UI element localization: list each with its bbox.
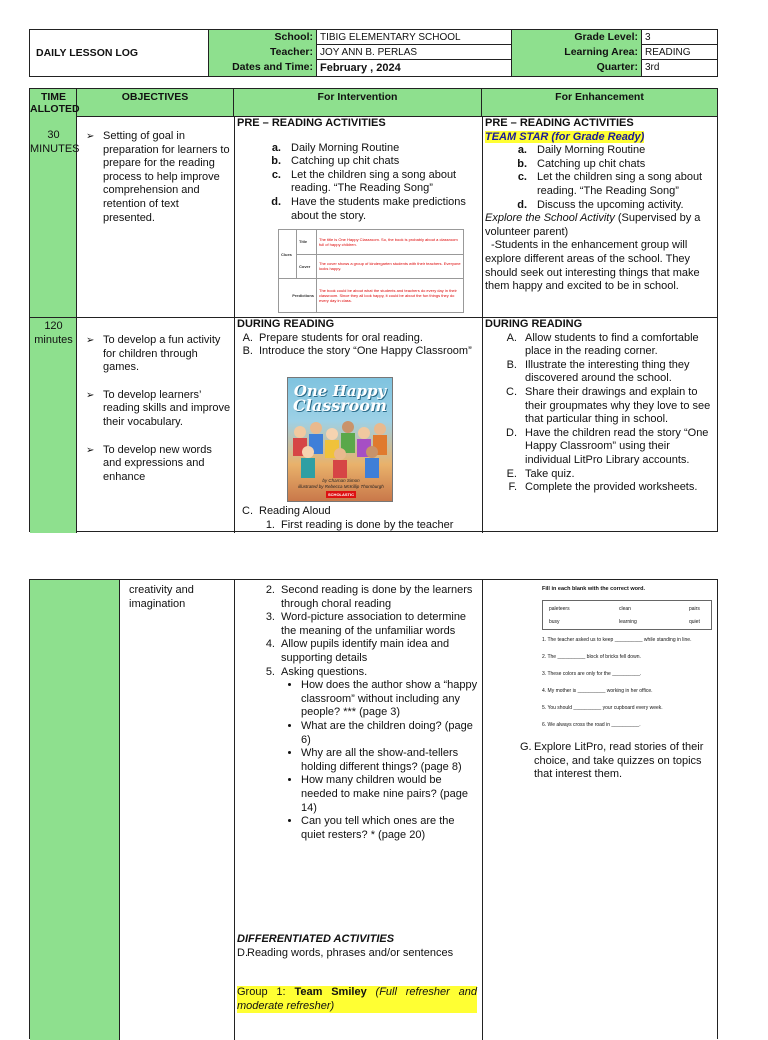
row2-enh-item: E. Take quiz.	[506, 467, 575, 480]
row1-enh-item: b. Catching up chit chats	[517, 157, 646, 170]
row2-enh-item: C. Share their drawings and explain to their groupmates why they love to see that particular thing in school.	[506, 385, 711, 426]
row1-enh-item: a. Daily Morning Routine	[517, 144, 646, 157]
row1-enh-item: c. Let the children sing a song about reading. “The Reading Song”	[517, 171, 703, 197]
question-item: • How does the author show a “happy classroom” without including any people? *** (page 3)	[301, 679, 480, 720]
dates-label: Dates and Time:	[232, 61, 313, 73]
reading-steps	[237, 584, 480, 842]
publisher-logo: SCHOLASTIC	[328, 492, 354, 497]
col-enhancement: For Enhancement	[555, 91, 644, 103]
children-illustration-icon	[288, 418, 393, 478]
worksheet-image	[542, 586, 712, 739]
row1-enh-item: d. Discuss the upcoming activity.	[517, 198, 684, 211]
row2-time-num: 120	[44, 320, 63, 332]
row1-intervention	[237, 117, 480, 223]
team-star-label: TEAM STAR (for Grade Ready)	[485, 130, 645, 143]
reading-step: 2. Second reading is done by the learners through choral reading	[265, 584, 473, 610]
row1-objective: ➢ Setting of goal in preparation for learners to prepare for the reading process to help improve comprehension and retention of text presented.	[83, 130, 231, 225]
worksheet-line: 1. The teacher asked us to keep __________ while standing in line.	[542, 637, 692, 643]
lesson-table-continued	[29, 579, 718, 1039]
header-table	[29, 29, 718, 77]
row2-objective: ➢ To develop new words and expressions and enhance	[83, 444, 231, 485]
row1-int-item: c. Let the children sing a song about reading. “The Reading Song”	[271, 168, 457, 195]
fig-cover-text: The cover shows a group of kindergarten students with their teachers. Everyone looks happy.	[317, 254, 464, 279]
row2-int-heading: DURING READING	[237, 318, 335, 330]
row1-int-item: a. Daily Morning Routine	[271, 141, 400, 154]
explore-text: -Students in the enhancement group will explore different areas of the school. They should seek out interesting things that make them happy and excited to be in school.	[485, 239, 700, 293]
dates-value: February , 2024	[320, 62, 401, 74]
school-value: TIBIG ELEMENTARY SCHOOL	[317, 30, 511, 45]
objective-continued: creativity and imagination	[129, 584, 194, 610]
row1-time-unit: MINUTES	[30, 142, 80, 155]
log-title: DAILY LESSON LOG	[36, 47, 139, 59]
lesson-table	[29, 88, 718, 532]
fig-title-text: The title is One Happy Classroom. So, the book is probably about a classroom full of happy children.	[317, 230, 464, 255]
worksheet-line: 6. We always cross the road in __________.	[542, 722, 641, 728]
question-item: • Can you tell which ones are the quiet resters? * (page 20)	[301, 815, 480, 842]
worksheet-line: 2. The __________ block of bricks fell down.	[542, 654, 641, 660]
worksheet-heading: Fill in each blank with the correct word.	[542, 586, 645, 592]
time-column-continued	[30, 580, 120, 1040]
worksheet-line: 5. You should __________ your cupboard every week.	[542, 705, 663, 711]
differentiated-heading: DIFFERENTIATED ACTIVITIES	[237, 933, 395, 945]
row1-int-item: b. Catching up chit chats	[271, 155, 400, 168]
fig-title-label: Title	[297, 230, 317, 255]
quarter-label: Quarter:	[596, 61, 638, 73]
area-label: Learning Area:	[564, 46, 638, 58]
question-item: • How many children would be needed to make nine pairs? (page 14)	[301, 774, 480, 815]
differentiated-item: D. Reading words, phrases and/or sentences	[237, 946, 454, 959]
row1-enhancement	[485, 117, 715, 294]
area-value: READING	[642, 45, 717, 60]
reading-step: 4. Allow pupils identify main idea and supporting details	[265, 638, 450, 664]
row1-time-num: 30	[47, 129, 60, 141]
teacher-label: Teacher:	[270, 46, 313, 58]
explore-litpro-item: G. Explore LitPro, read stories of their choice, and take quizzes on topics that interest them.	[520, 741, 704, 781]
group-1-label: Group 1: Team Smiley (Full refresher and moderate refresher)	[237, 986, 477, 1012]
fig-clues: Clues	[279, 230, 297, 279]
row1-enh-heading: PRE – READING ACTIVITIES	[485, 117, 634, 129]
worksheet-line: 4. My mother is __________ working in her office.	[542, 688, 653, 694]
row2-enh-item: B. Illustrate the interesting thing they discovered around the school.	[506, 358, 690, 385]
question-list	[237, 679, 480, 842]
quarter-value: 3rd	[645, 62, 660, 73]
prediction-chart	[278, 229, 464, 313]
col-intervention: For Intervention	[234, 89, 482, 117]
row2-enh-item: D. Have the children read the story “One Happy Classroom” using their individual LitPro Library accounts.	[506, 426, 709, 466]
word-bank: paleteers clean pairs busy learning quiet	[542, 600, 712, 630]
worksheet-line: 3. These colors are only for the __________.	[542, 671, 642, 677]
fig-pred-text: The book could be about what the students and teachers do every day in their classroom. Since they all look happy, it could be about the fun things they do every day in class.	[317, 279, 464, 313]
row1-int-item: d. Have the students make predictions about the story.	[271, 195, 466, 222]
reading-aloud-item: C. Reading Aloud	[242, 505, 331, 517]
fig-pred-label: Predictions	[279, 279, 317, 313]
row2-enh-item: F. Complete the provided worksheets.	[508, 481, 698, 494]
book-cover-image: One Happy Classroom by Charnan Simon illustrated by Rebecca McKillip Thornburgh SCHOLASTIC	[287, 377, 393, 502]
fig-cover-label: Cover	[297, 254, 317, 279]
row2-enh-item: A. Allow students to find a comfortable place in the reading corner.	[506, 331, 699, 358]
question-item: • What are the children doing? (page 6)	[301, 720, 480, 747]
row2-int-item: A. Prepare students for oral reading.	[242, 331, 423, 344]
row2-enh-heading: DURING READING	[485, 318, 583, 330]
explore-activity: Explore the School Activity (Supervised by a volunteer parent)	[485, 212, 701, 238]
row2-intervention	[237, 318, 480, 359]
reading-step: 3. Word-picture association to determine the meaning of the unfamiliar words	[265, 611, 467, 637]
row2-time-unit: minutes	[34, 333, 73, 346]
col-time: TIME ALLOTED	[30, 91, 80, 115]
row2-enhancement	[485, 318, 715, 495]
row2-int-item: B. Introduce the story “One Happy Classroom”	[242, 345, 472, 358]
grade-label: Grade Level:	[574, 31, 638, 43]
row2-objective: ➢ To develop a fun activity for children through games.	[83, 334, 231, 375]
col-objectives: OBJECTIVES	[77, 89, 234, 117]
row1-int-heading: PRE – READING ACTIVITIES	[237, 117, 386, 129]
school-label: School:	[274, 31, 313, 43]
row2-objective: ➢ To develop learners’ reading skills and improve their vocabulary.	[83, 389, 231, 430]
teacher-value: JOY ANN B. PERLAS	[317, 45, 511, 60]
reading-step: 5. Asking questions.	[265, 665, 368, 678]
question-item: • Why are all the show-and-tellers holding different things? (page 8)	[301, 747, 480, 774]
first-reading-item: 1. First reading is done by the teacher	[265, 518, 454, 531]
grade-value: 3	[642, 30, 717, 45]
